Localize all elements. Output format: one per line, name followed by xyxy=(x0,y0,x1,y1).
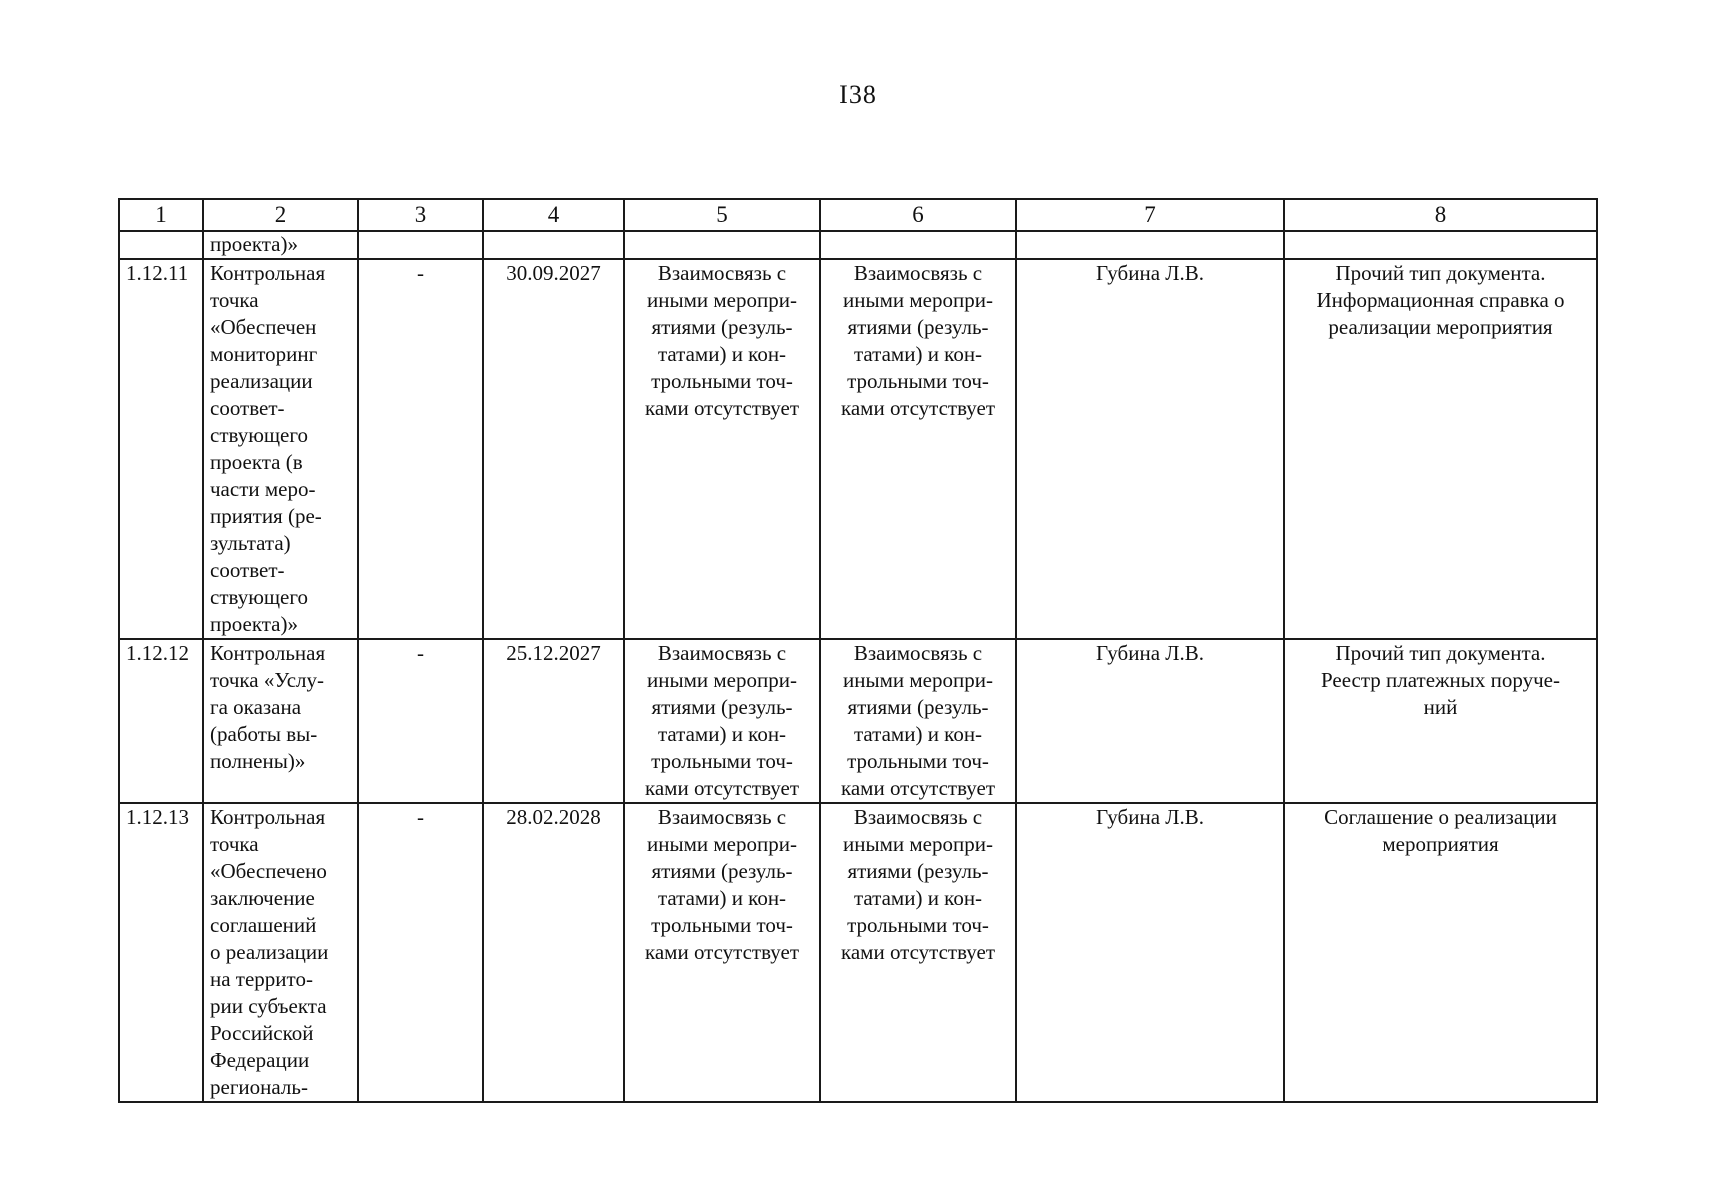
header-col-3: 3 xyxy=(358,199,483,231)
row-document: Прочий тип документа. Реестр платежных поруче- ний xyxy=(1284,639,1597,803)
header-col-7: 7 xyxy=(1016,199,1284,231)
row-col3: - xyxy=(358,803,483,1102)
table-row xyxy=(119,639,1597,803)
continuation-row xyxy=(119,231,1597,259)
row-col3: - xyxy=(358,259,483,639)
continuation-cell-7 xyxy=(1016,231,1284,259)
row-responsible: Губина Л.В. xyxy=(1016,803,1284,1102)
header-col-4: 4 xyxy=(483,199,624,231)
continuation-cell-5 xyxy=(624,231,820,259)
header-col-8: 8 xyxy=(1284,199,1597,231)
table-header xyxy=(119,199,1597,231)
table-row xyxy=(119,259,1597,639)
header-col-2: 2 xyxy=(203,199,358,231)
row-col3: - xyxy=(358,639,483,803)
plan-table xyxy=(118,198,1598,1103)
row-relation-col5: Взаимосвязь с иными меропри- ятиями (резуль- татами) и кон- трольными точ- ками отсутствует xyxy=(624,639,820,803)
row-responsible: Губина Л.В. xyxy=(1016,639,1284,803)
continuation-description: проекта)» xyxy=(203,231,358,259)
row-description: Контрольная точка «Обеспечено заключение соглашений о реализации на террито- рии субъекта Российской Федерации региональ- xyxy=(203,803,358,1102)
row-document: Соглашение о реализации мероприятия xyxy=(1284,803,1597,1102)
row-document: Прочий тип документа. Информационная справка о реализации мероприятия xyxy=(1284,259,1597,639)
table-row xyxy=(119,803,1597,1102)
continuation-cell-8 xyxy=(1284,231,1597,259)
continuation-cell-4 xyxy=(483,231,624,259)
row-number: 1.12.12 xyxy=(119,639,203,803)
row-relation-col5: Взаимосвязь с иными меропри- ятиями (резуль- татами) и кон- трольными точ- ками отсутствует xyxy=(624,259,820,639)
row-relation-col6: Взаимосвязь с иными меропри- ятиями (резуль- татами) и кон- трольными точ- ками отсутствует xyxy=(820,639,1016,803)
row-relation-col5: Взаимосвязь с иными меропри- ятиями (резуль- татами) и кон- трольными точ- ками отсутствует xyxy=(624,803,820,1102)
continuation-cell-3 xyxy=(358,231,483,259)
continuation-cell-1 xyxy=(119,231,203,259)
row-number: 1.12.11 xyxy=(119,259,203,639)
header-col-5: 5 xyxy=(624,199,820,231)
continuation-cell-6 xyxy=(820,231,1016,259)
row-number: 1.12.13 xyxy=(119,803,203,1102)
row-date: 30.09.2027 xyxy=(483,259,624,639)
page-number: I38 xyxy=(839,80,877,109)
row-date: 25.12.2027 xyxy=(483,639,624,803)
row-responsible: Губина Л.В. xyxy=(1016,259,1284,639)
header-col-6: 6 xyxy=(820,199,1016,231)
row-description: Контрольная точка «Услу- га оказана (работы вы- полнены)» xyxy=(203,639,358,803)
row-description: Контрольная точка «Обеспечен мониторинг реализации соответ- ствующего проекта (в части меро- приятия (ре- зультата) соответ- ствующего проекта)» xyxy=(203,259,358,639)
row-relation-col6: Взаимосвязь с иными меропри- ятиями (резуль- татами) и кон- трольными точ- ками отсутствует xyxy=(820,803,1016,1102)
row-relation-col6: Взаимосвязь с иными меропри- ятиями (резуль- татами) и кон- трольными точ- ками отсутствует xyxy=(820,259,1016,639)
row-date: 28.02.2028 xyxy=(483,803,624,1102)
header-col-1: 1 xyxy=(119,199,203,231)
